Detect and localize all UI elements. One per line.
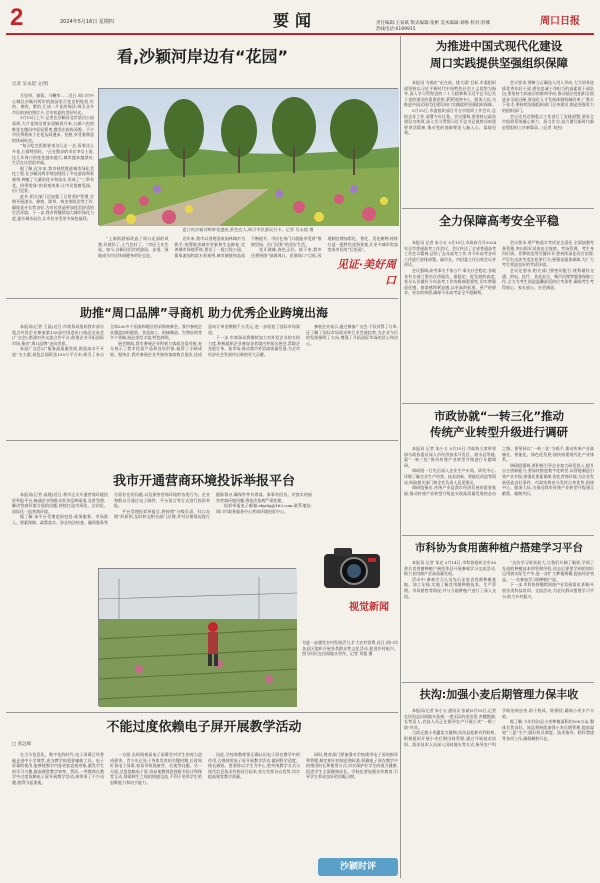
a4-title: 助推“周口品牌”寻商机 助力优秀企业跨境出海	[80, 306, 328, 320]
a2-title: 为推进中国式现代化建设	[435, 39, 563, 53]
farm-photo-svg	[99, 569, 297, 707]
camera-icon	[318, 540, 398, 596]
a1-byline: 记者 吴永超 文/图	[12, 82, 48, 87]
a1-badge-text: 见证·美好周口	[336, 258, 396, 287]
a8-title: 市科协为食用菌种植户搭建学习平台	[415, 542, 583, 554]
a1-title: 看,沙颖河岸边有“花园”	[116, 47, 289, 66]
a10-badge-text: 沙颍时评	[339, 862, 376, 872]
a10-byline: □ 张远峰	[12, 742, 32, 747]
section-title: 要闻	[272, 11, 317, 30]
masthead-date: 2024年5月16日 星期四	[60, 19, 114, 25]
a5-title: 市政协就“一转三化”推动	[433, 409, 565, 423]
a9-title: 扶沟:加强小麦后期管理力保丰收	[419, 688, 579, 701]
a2-title2: 周口实践提供坚强组织保障	[430, 56, 568, 70]
riverside-photo-svg	[99, 89, 399, 226]
a7-caption: 为进一步激发农村发展活力,扩大农村消费,近日,周口市各县区组织开展各类群众性文化活动,促进乡村振兴。图为村民在田间地头劳作。记者 刘俊 摄	[302, 640, 398, 657]
a6-body: 本报讯(记者 高地)近日,我市正式开通营商环境投诉举报平台,畅通企业和群众诉求反映渠道,及时受理、解决营商环境方面的问题,持续打造市场化、法治化、国际化一流营商环境。 据了解,该平台受理范围包括:政务服务、市场准入、要素保障、政策落实、涉企执法检查、融资服务等方面存在的问题,以及损害营商环境的各类行为。企业和群众可通过电子邮件、平台留言等方式进行投诉举报。 平台受理投诉举报后,将按照“分级负责、归口办理”的原则,及时转交相关部门办理,并对办理情况进行跟踪督办,确保件件有着落、事事有回音。对查实的损害营商环境问题,将依法依规严肃处理。 投诉举报电子邮箱:zkyshj@163.com,联系地址:周口市政务服务中心营商环境投诉中心。	[12, 492, 312, 525]
masthead-hotline: 热线电话:6199915	[376, 27, 416, 32]
a1-badge	[330, 256, 396, 287]
masthead-editors: 责任编辑:王家斌 版式编辑:张彬 美术编辑:刘畅 校对:彭娜	[376, 21, 490, 26]
a9-body: 本报讯(记者 朱小五 通讯员 张斌)5月15日,记者在扶沟县田间地头看到,一望无际的麦田里,麦穗饱满,长势喜人,农技人员正在指导农户开展小麦“一喷三防”作业。 当前正值小麦灌浆关键期,扶沟县抢抓有利时机,积极组织开展小麦后期田间管理,通过开展技术培训、派出技术人员深入田间地头等方式,指导农户科学防治病虫害,防干热风、防倒伏,确保小麦丰产丰收。 据了解,今年扶沟县小麦种植面积约100万亩,整体长势良好。该县将持续加强小麦后期管理,提前谋划“三夏”生产,做好机具调度、技术指导、秸秆禁烧等各项工作,确保颗粒归仓。	[404, 708, 594, 747]
masthead-logo: 周口日报	[540, 16, 580, 27]
riverside-flower-photo	[98, 88, 398, 225]
a1-body: 月见草、雏菊、马鞭草……近日,周口市中心城区沙颖河两岸的游园里百花竞相绽放,红的、黄的、紫的,汇成一片花的海洋,吸引众多市民前来拍照打卡,尽享初夏的美好时光。 5月15日上午,记者在沙颖河北岸滨河公园看到,大片花海沿着步道铺展开来,五颜六色的鲜花在微风中轻轻摇曳,散发出阵阵清香。不少市民带着孩子在花丛间漫步、拍照,享受着惬意的休闲时光。 “每天吃完饭都要来这儿走一走,看着这么多花,心情特别好。”正在散步的市民李女士说,这几年周口的变化越来越大,城市越来越漂亮,生活在这里很幸福。 据了解,近年来,我市持续推进城市绿化美化工程,在沙颖河两岸规划建设了多处游园和景观带,种植了大量的花卉和苗木,形成了“三季有花、四季常绿”的景观效果,让市民推窗见绿、出门见景。 此外,相关部门还加强了日常养护管理,定期开展浇水、修剪、除草、病虫害防治等工作,确保花卉长势良好,为市民营造更加优美舒适的生活环境。下一步,我市将继续加大城市绿化力度,提升城市品位,让市民享受更多绿色福利。	[12, 93, 94, 222]
page-number: 2	[10, 4, 24, 31]
a8-body: 本报讯 记者 邹光 5月14日,市科协组织全市30余名食用菌种植户到西华县开展参观学习交流活动,助力食用菌产业高质量发展。 活动中,参观学习人员先后走进食用菌种植基地、加工车间,实地了解食用菌种植技术、生产管理、市场销售等情况,并与当地种植户进行了深入交流。 “这次学习收获很大,让我们开阔了眼界,学到了先进的种植技术和管理经验,回去后要把学到的知识运用到实际生产中,进一步扩大种植规模,提高经济效益。”一名参加学习的种植户说。 下一步,市科协将继续围绕产业发展需求,积极开展各类科技培训、交流活动,为农民群众搭建学习平台,助力乡村振兴。	[404, 560, 594, 599]
a5-title2: 传统产业转型升级进行调研	[430, 425, 568, 439]
camera-illustration	[318, 540, 398, 596]
a1-caption: 夏日的沙颖河畔鲜花盛放,景色宜人,吸引市民游玩打卡。记者 吴永超 摄	[182, 227, 314, 232]
farm-photo	[98, 568, 296, 706]
a4-body: 本报讯(记者 王晶)近日,市商务局组织我市部分重点外贸企业参加第135届中国进出口商品交易会(广交会),搭建对外交流合作平台,助推企业开拓国际市场,推动“周口品牌”走向世界。 本届广交会以“服务高质量发展,推进高水平开放”为主题,展览总面积达155万平方米,吸引了来自全球200多个国家和地区的采购商参会。我市参展企业涵盖纺织服装、食品加工、机械制造、生物医药等多个领域,展品类型丰富,特色鲜明。 展会期间,我市参展企业积极与客商洽谈对接,充分展示了我市优质产品和良好形象,取得了丰硕成果。据统计,我市参展企业共接待客商数百批次,达成意向订单金额数千万美元,进一步拓宽了国际市场渠道。 下一步,市商务局将继续加大对外贸企业的支持力度,积极组织企业参加各类境内外知名展会,帮助企业抢订单、拓市场,推动我市外贸高质量发展,为全市经济社会发展作出新的更大贡献。 参展企业表示,通过参加广交会,不仅获得了订单,还了解了国际市场需求和行业发展趋势,为企业今后的发展指明了方向,增强了开拓国际市场的信心和决心。	[12, 324, 398, 357]
a10-badge	[318, 858, 398, 876]
a6-title: 我市开通营商环境投诉举报平台	[112, 474, 295, 489]
a5-body: 本报讯 记者 朱小五 5月15日,市政协主席带领部分政协委员深入市经济技术开发区、商水县等地,就“一转三化”推动传统产业转型升级进行专题调研。 调研组一行先后深入企业生产车间、研发中心,详细了解企业生产经营、技术创新、智能化改造等情况,听取相关部门和企业负责人意见建议。 调研组指出,传统产业是我市经济发展的重要基础,推动传统产业转型升级是实现高质量发展的必由之路。要坚持以“一转三化”为抓手,推动传统产业高端化、智能化、绿色化发展,加快构建现代化产业体系。 调研组强调,要积极引导企业加大研发投入,提升自主创新能力;要加快推进数字化转型,以智能制造引领产业升级;要强化要素保障,优化营商环境,为企业发展创造良好条件。市政协将充分发挥自身优势,围绕中心、服务大局,为推动我市传统产业转型升级建言献策、凝聚共识。	[404, 446, 594, 496]
a7-title: 视觉新闻	[349, 602, 389, 613]
a10-body: 在当今信息化、数字化的时代,电子屏幕已经普遍走进中小学课堂,成为教学的重要辅助工具。电子屏幕的使用,能够使教学内容更加直观形象,激发学生的学习兴趣,提高课堂教学效率。然而,一些教师在教学中过度依赖电子屏开展教学活动,却带来了不少问题,值得引起重视。 一方面,长时间观看电子屏幕会对学生的视力造成损害。青少年正处于身体发育的关键时期,长时间盯着电子屏幕,容易导致视疲劳、近视等问题。另一方面,过度依赖电子屏,容易使教师忽视板书设计和课堂互动,削弱师生之间的情感交流,不利于培养学生的思维能力和动手能力。 因此,学校和教师要正确认识电子屏在教学中的作用,合理使用电子屏开展教学活动,做到科学适度、扬长避短。要坚持以学生为中心,把传统教学方式与现代信息技术有机结合起来,充分发挥各自优势,切实提高课堂教学质量。 同时,教育部门要加强对学校使用电子屏的指导和管理,制定相应的规范和标准,明确电子屏在教学中的使用时长和使用方式,切实保护好学生的视力健康,促进学生全面健康成长。学校也要加强宣传教育,引导学生养成良好的用眼习惯。	[12, 752, 398, 785]
masthead	[0, 0, 600, 33]
a10-title: 不能过度依赖电子屏开展教学活动	[106, 720, 302, 735]
a1-body2: “上海街游园改造了周口北部的风貌,环境好了,人气也旺了。”市民王先生说。如今,沙颖河沿岸的游园、步道、绿地成为市民休闲健身的好去处。 近年来,我市以创建国家园林城市为抓手,统筹推进城市更新和生态修复,完善城市绿地系统,建设了一批口袋公园、街角游园和滨水景观带,城市颜值和品质不断提升。市民在家门口就能享受到“推窗见绿、出门见景”的美好生活。 花开满城,春色正好。接下来,我市还将围绕“绿满周口、花满周口”目标,因地制宜增加彩化、香化、美化树种,持续打造一批特色花海景观,让更多城市角落变成市民的“后花园”。	[98, 236, 398, 258]
a2-body: 本报讯 为锚定“走在前、挑大梁”目标,市委组织部坚持以习近平新时代中国特色社会主义思想为指导,深入学习贯彻党的二十大精神和习近平总书记关于党的建设的重要思想,紧紧围绕中心、服务大局,为推进中国式现代化建设周口实践提供坚强组织保障。 5月15日,市委组织部召开全市组织工作会议,总结去年工作,部署今年任务。会议强调,要坚持以政治建设为统领,深入学习贯彻习近平总书记视察河南重要讲话精神,推动党的创新理论入脑入心、落地见效。 会议要求,要树立正确选人用人导向,大力培养选拔优秀年轻干部,建设忠诚干净担当的高素质干部队伍;要坚持大抓基层的鲜明导向,推动基层党组织全面进步全面过硬;要深化人才发展体制机制改革,广聚天下英才;要持续加强组织部门自身建设,锻造坚强有力的组织部门。 会议还对近期重点工作进行了安排部署,要求全市组织系统凝心聚力、担当作为,奋力谱写新时代新征程组织工作新篇章。(记者 刘杰)	[404, 80, 594, 136]
a3-body: 本报讯 记者 朱小五 5月15日,市政府召开2024年全市普通高考工作会议。会议传达了全省普通高考工作会议精神,总结了去年高考工作,对今年高考各项工作进行安排部署。副市长、市招委主任出席会议并讲话。 会议强调,高考事关千家万户,事关社会稳定,各地各有关部门要站在讲政治、保稳定、促发展的高度,充分认识做好今年高考工作的极端重要性,切实增强责任感、使命感和紧迫感,以更高的标准、更严的要求、更实的举措,确保今年高考安全平稳顺利。 会议要求,要严格落实考试安全责任,全面加强考务管理,突出抓好试卷安全保密、考场管理、考生身份识别、作弊防范等关键环节;要持续深化综合治理,严厉打击涉考违法犯罪行为;要强化服务保障,为广大考生营造良好的考试环境。 会议还要求,相关部门要密切配合,统筹做好交通、供电、医疗、食品安全、噪声治理等服务保障工作,全力为考生创造温馨舒适的应考条件,确保考生考得放心、家长放心、社会满意。	[404, 240, 594, 296]
a3-title: 全力保障高考安全平稳	[438, 214, 559, 228]
